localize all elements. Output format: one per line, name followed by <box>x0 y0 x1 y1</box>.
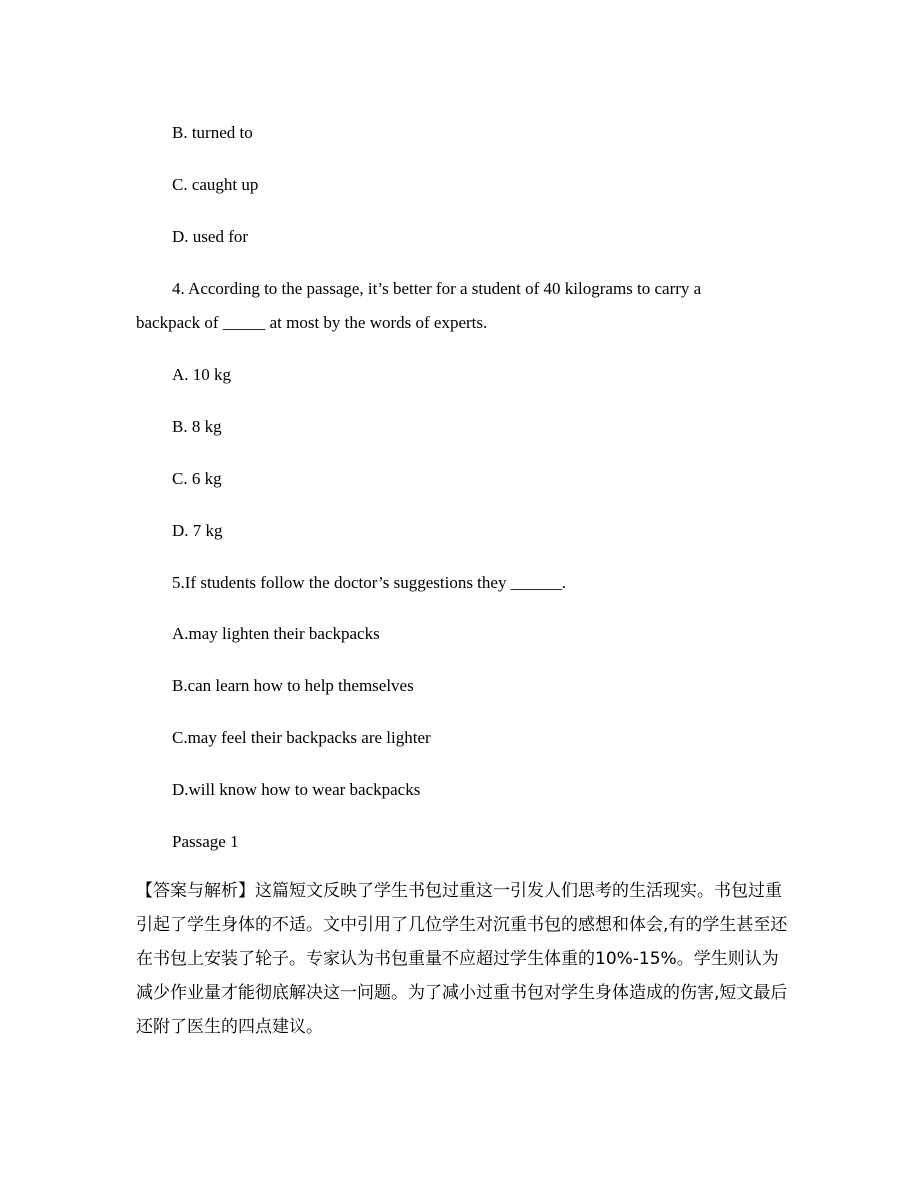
q5-option-d: D.will know how to wear backpacks <box>172 780 421 799</box>
answer-analysis-paragraph: 【答案与解析】这篇短文反映了学生书包过重这一引发人们思考的生活现实。书包过重引起了学生身体的不适。文中引用了几位学生对沉重书包的感想和体会,有的学生甚至还在书包上安装了轮子。专家认为书包重量不应超过学生体重的10%-15%。学生则认为减少作业量才能彻底解决这一问题。为了减小过重书包对学生身体造成的伤害,短文最后还附了医生的四点建议。 <box>136 881 788 1037</box>
q4-stem-line1: 4. According to the passage, it’s better for a student of 40 kilograms to carry a <box>172 279 702 298</box>
q4-option-b: B. 8 kg <box>172 417 222 436</box>
q3-option-d: D. used for <box>172 227 249 246</box>
q4-option-d: D. 7 kg <box>172 521 223 540</box>
q4-option-c: C. 6 kg <box>172 469 222 488</box>
q3-option-b: B. turned to <box>172 123 253 142</box>
q3-option-c: C. caught up <box>172 175 259 194</box>
q5-option-a: A.may lighten their backpacks <box>172 624 380 643</box>
q5-option-c: C.may feel their backpacks are lighter <box>172 728 431 747</box>
q5-stem: 5.If students follow the doctor’s suggestions they ______. <box>172 573 566 592</box>
q4-option-a: A. 10 kg <box>172 365 232 384</box>
q4-stem-line2: backpack of _____ at most by the words of experts. <box>136 313 488 332</box>
passage-heading: Passage 1 <box>172 832 239 851</box>
q5-option-b: B.can learn how to help themselves <box>172 676 414 695</box>
